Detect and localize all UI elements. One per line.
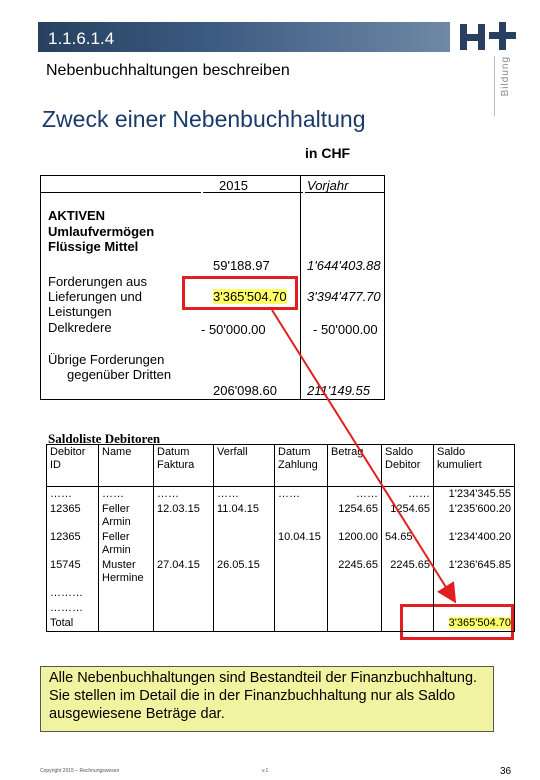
currency-label: in CHF bbox=[305, 145, 351, 161]
column-header: Debitor ID bbox=[47, 445, 99, 487]
table-cell: …… bbox=[328, 487, 382, 503]
uebrige-line2: gegenüber Dritten bbox=[67, 367, 172, 382]
table-cell: 1254.65 bbox=[328, 502, 382, 530]
footer-copyright: Copyright 2015 – Rechnungswesen bbox=[40, 768, 120, 774]
table-cell: 12.03.15 bbox=[154, 502, 214, 530]
table-cell: 11.04.15 bbox=[214, 502, 275, 530]
saldoliste-title: Saldoliste Debitoren bbox=[48, 431, 161, 446]
table-cell: …… bbox=[154, 487, 214, 503]
table-cell: Feller Armin bbox=[99, 502, 154, 530]
table-cell: 1'234'345.55 bbox=[434, 487, 515, 503]
column-header: Datum Faktura bbox=[154, 445, 214, 487]
column-header: Datum Zahlung bbox=[275, 445, 328, 487]
brand-side-text: Bildung bbox=[500, 56, 511, 97]
forderungen-line2: Lieferungen und bbox=[48, 289, 142, 304]
fluessige-label: Flüssige Mittel bbox=[48, 239, 139, 254]
column-2015: 2015 bbox=[219, 178, 248, 193]
table-cell: 15745 bbox=[47, 558, 99, 586]
table-cell: 12365 bbox=[47, 530, 99, 558]
table-cell: Muster Hermine bbox=[99, 558, 154, 586]
total-value: 3'365'504.70 bbox=[448, 617, 511, 629]
table-cell: 1'236'645.85 bbox=[434, 558, 515, 586]
column-header: Betrag bbox=[328, 445, 382, 487]
footer-version: v.1 bbox=[262, 768, 269, 774]
table-cell: Total bbox=[47, 616, 99, 632]
table-cell: Feller Armin bbox=[99, 530, 154, 558]
table-cell: 27.04.15 bbox=[154, 558, 214, 586]
uebrige-line1: Übrige Forderungen bbox=[48, 352, 165, 367]
forderungen-line1: Forderungen aus bbox=[48, 274, 148, 289]
table-cell: …… bbox=[47, 487, 99, 503]
delkredere-label: Delkredere bbox=[48, 320, 112, 335]
forderungen-line3: Leistungen bbox=[48, 304, 112, 319]
column-header: Saldo Debitor bbox=[382, 445, 434, 487]
section-number: 1.1.6.1.4 bbox=[48, 29, 115, 48]
table-cell: 2245.65 bbox=[382, 558, 434, 586]
table-cell: …… bbox=[382, 487, 434, 503]
table-cell: ……… bbox=[47, 586, 99, 601]
aktiven-label: AKTIVEN bbox=[48, 208, 106, 223]
table-cell: 54.65 bbox=[382, 530, 434, 558]
table-cell: 1254.65 bbox=[382, 502, 434, 530]
column-header: Saldo kumuliert bbox=[434, 445, 515, 487]
forderungen-2015: 3'365'504.70 bbox=[213, 289, 287, 304]
info-note: Alle Nebenbuchhaltungen sind Bestandteil der Finanzbuchhaltung. Sie stellen im Detail die in der Finanzbuchhaltung nur als Saldo ausgewiesene Beträge dar. bbox=[40, 666, 494, 732]
table-cell: 1200.00 bbox=[328, 530, 382, 558]
table-cell: 1'235'600.20 bbox=[434, 502, 515, 530]
table-cell: 12365 bbox=[47, 502, 99, 530]
table-cell: 1'234'400.20 bbox=[434, 530, 515, 558]
page-subtitle: Nebenbuchhaltungen beschreiben bbox=[46, 62, 290, 79]
umlauf-label: Umlaufvermögen bbox=[48, 224, 155, 239]
column-prev-year: Vorjahr bbox=[307, 178, 349, 193]
table-cell: …… bbox=[275, 487, 328, 503]
page-number: 36 bbox=[500, 766, 512, 777]
page-title: Zweck einer Nebenbuchhaltung bbox=[42, 106, 366, 132]
table-cell: …… bbox=[99, 487, 154, 503]
forderungen-prev: 3'394'477.70 bbox=[307, 289, 381, 304]
fluessige-prev: 1'644'403.88 bbox=[307, 258, 381, 273]
delkredere-prev: - 50'000.00 bbox=[313, 322, 378, 337]
uebrige-2015: 206'098.60 bbox=[213, 383, 277, 398]
table-cell: ……… bbox=[47, 601, 99, 616]
column-header: Name bbox=[99, 445, 154, 487]
column-header: Verfall bbox=[214, 445, 275, 487]
table-cell: 26.05.15 bbox=[214, 558, 275, 586]
table-cell: 10.04.15 bbox=[275, 530, 328, 558]
delkredere-2015: - 50'000.00 bbox=[201, 322, 266, 337]
uebrige-prev: 211'149.55 bbox=[307, 383, 370, 398]
fluessige-2015: 59'188.97 bbox=[213, 258, 270, 273]
table-cell: …… bbox=[214, 487, 275, 503]
table-cell: 2245.65 bbox=[328, 558, 382, 586]
